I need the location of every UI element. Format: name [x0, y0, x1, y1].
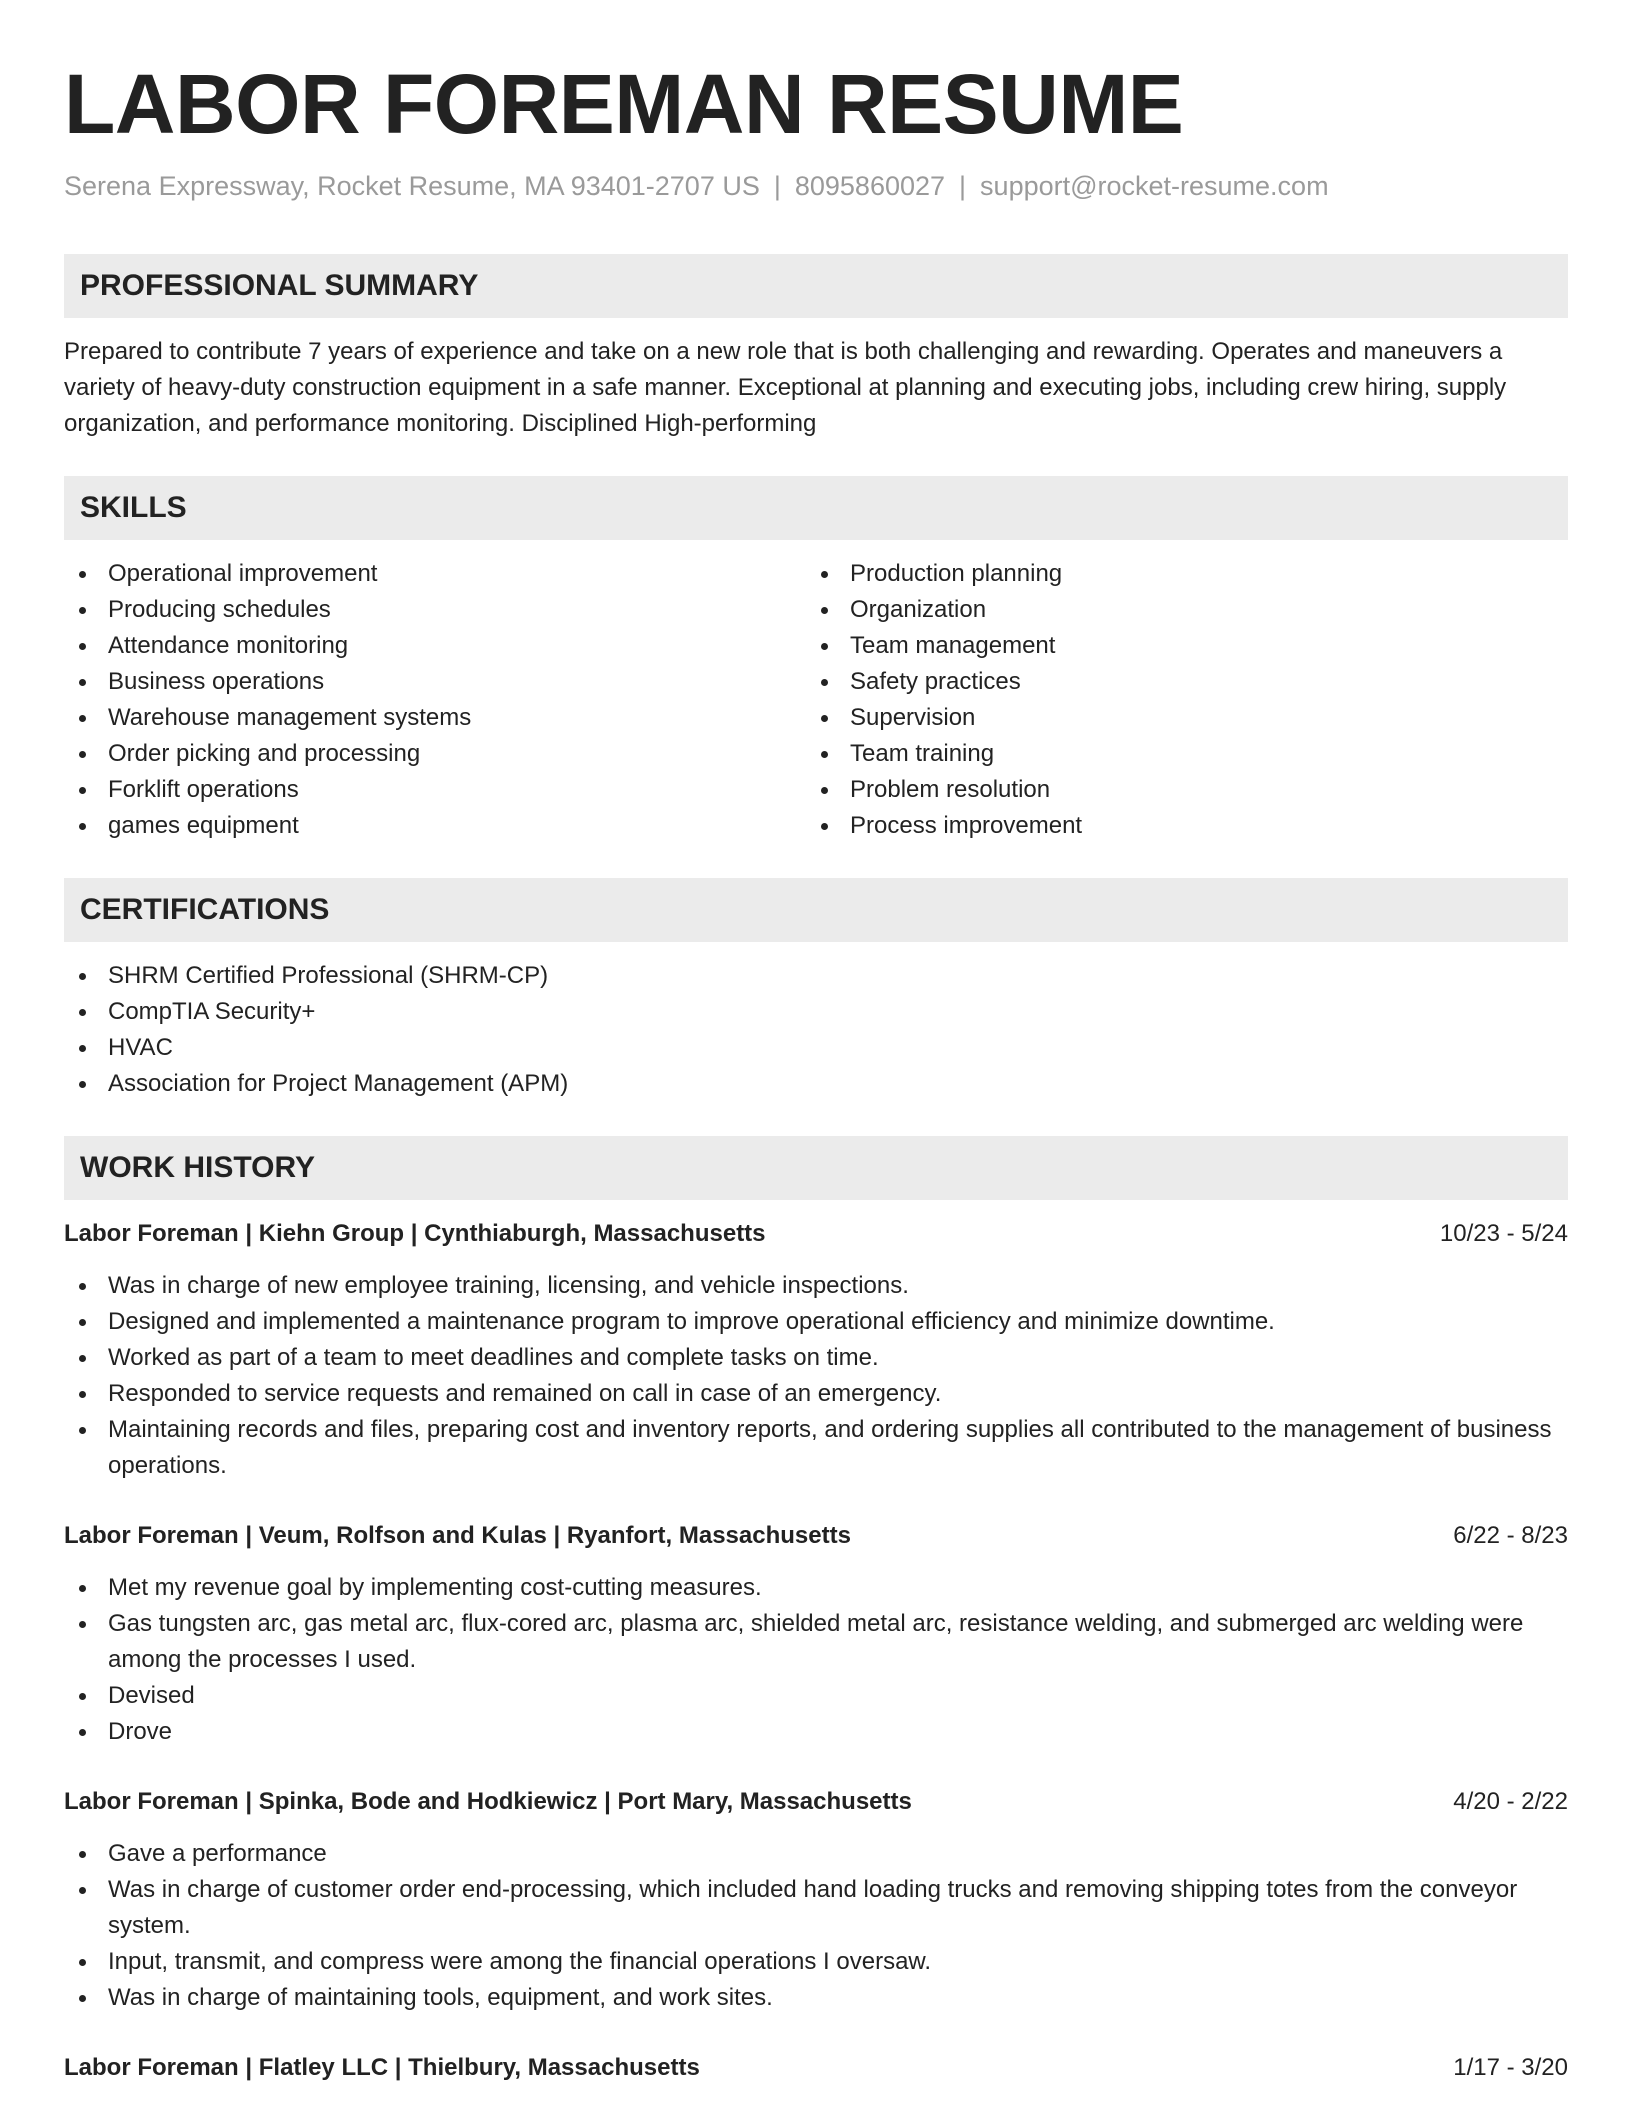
job-header — [64, 1784, 1568, 1820]
job-dates: 1/17 - 3/20 — [1453, 2054, 1568, 2081]
job-title: Labor Foreman | Veum, Rolfson and Kulas | Ryanfort, Massachusetts — [64, 1522, 851, 1549]
contact-separator: | — [959, 171, 967, 201]
list-item: Problem resolution — [806, 772, 1548, 808]
list-item: Supervision — [806, 700, 1548, 736]
list-item: Warehouse management systems — [64, 700, 806, 736]
list-item: Team training — [806, 736, 1548, 772]
list-item: Producing schedules — [64, 592, 806, 628]
job-entry — [64, 1784, 1568, 2016]
contact-email: support@rocket-resume.com — [980, 171, 1329, 201]
job-dates: 6/22 - 8/23 — [1453, 1522, 1568, 1549]
list-item: SHRM Certified Professional (SHRM-CP) — [64, 958, 1568, 994]
list-item: CompTIA Security+ — [64, 994, 1568, 1030]
list-item: Gas tungsten arc, gas metal arc, flux-cored arc, plasma arc, shielded metal arc, resistance welding, and submerged arc welding were among the processes I used. — [64, 1606, 1568, 1678]
job-dates: 10/23 - 5/24 — [1439, 1220, 1568, 1247]
list-item: Worked as part of a team to meet deadlines and complete tasks on time. — [64, 1340, 1568, 1376]
job-dates: 4/20 - 2/22 — [1453, 1788, 1568, 1815]
list-item: Was in charge of maintaining tools, equipment, and work sites. — [64, 1980, 1568, 2016]
list-item: games equipment — [64, 808, 806, 844]
resume-title: LABOR FOREMAN RESUME — [64, 57, 1184, 151]
certifications-list — [64, 958, 1568, 1102]
list-item: Safety practices — [806, 664, 1548, 700]
job-duties — [64, 1570, 1568, 1750]
list-item: Production planning — [806, 556, 1548, 592]
list-item: Drove — [64, 1714, 1568, 1750]
work-history-heading: WORK HISTORY — [64, 1136, 1568, 1200]
list-item: Association for Project Management (APM) — [64, 1066, 1568, 1102]
job-entry — [64, 1518, 1568, 1750]
work-history-list — [64, 1216, 1568, 2086]
skills-heading: SKILLS — [64, 476, 1568, 540]
skills-column-right — [806, 556, 1548, 844]
list-item: Input, transmit, and compress were among the financial operations I oversaw. — [64, 1944, 1568, 1980]
job-title: Labor Foreman | Flatley LLC | Thielbury, Massachusetts — [64, 2054, 700, 2081]
job-duties — [64, 1836, 1568, 2016]
job-title: Labor Foreman | Spinka, Bode and Hodkiewicz | Port Mary, Massachusetts — [64, 1788, 912, 1815]
list-item: HVAC — [64, 1030, 1568, 1066]
list-item: Team management — [806, 628, 1548, 664]
list-item: Order picking and processing — [64, 736, 806, 772]
list-item: Maintaining records and files, preparing cost and inventory reports, and ordering supplies all contributed to the management of business operations. — [64, 1412, 1568, 1484]
list-item: Devised — [64, 1678, 1568, 1714]
contact-phone: 8095860027 — [794, 171, 946, 201]
job-header — [64, 1216, 1568, 1252]
list-item: Was in charge of new employee training, licensing, and vehicle inspections. — [64, 1268, 1568, 1304]
resume-page — [64, 56, 1568, 2086]
list-item: Operational improvement — [64, 556, 806, 592]
list-item: Met my revenue goal by implementing cost-cutting measures. — [64, 1570, 1568, 1606]
job-entry — [64, 2050, 1568, 2086]
job-duties — [64, 1268, 1568, 1484]
job-title: Labor Foreman | Kiehn Group | Cynthiaburgh, Massachusetts — [64, 1220, 766, 1247]
list-item: Designed and implemented a maintenance program to improve operational efficiency and minimize downtime. — [64, 1304, 1568, 1340]
list-item: Process improvement — [806, 808, 1548, 844]
list-item: Organization — [806, 592, 1548, 628]
list-item: Gave a performance — [64, 1836, 1568, 1872]
summary-heading: PROFESSIONAL SUMMARY — [64, 254, 1568, 318]
contact-separator: | — [773, 171, 781, 201]
job-header — [64, 1518, 1568, 1554]
list-item: Attendance monitoring — [64, 628, 806, 664]
summary-text: Prepared to contribute 7 years of experience and take on a new role that is both challenging and rewarding. Operates and maneuvers a variety of heavy-duty construction equipment in a safe manner. Exceptional at planning and executing jobs, including crew hiring, supply organization, and performance monitoring. Disciplined High-performing — [64, 338, 1507, 437]
certifications-heading: CERTIFICATIONS — [64, 878, 1568, 942]
list-item: Was in charge of customer order end-processing, which included hand loading trucks and removing shipping totes from the conveyor system. — [64, 1872, 1568, 1944]
list-item: Business operations — [64, 664, 806, 700]
contact-address: Serena Expressway, Rocket Resume, MA 93401-2707 US — [64, 171, 760, 201]
list-item: Responded to service requests and remained on call in case of an emergency. — [64, 1376, 1568, 1412]
job-entry — [64, 1216, 1568, 1484]
skills-column-left — [64, 556, 806, 844]
job-header — [64, 2050, 1568, 2086]
contact-line — [64, 168, 1568, 204]
list-item: Forklift operations — [64, 772, 806, 808]
skills-list — [64, 556, 1568, 844]
